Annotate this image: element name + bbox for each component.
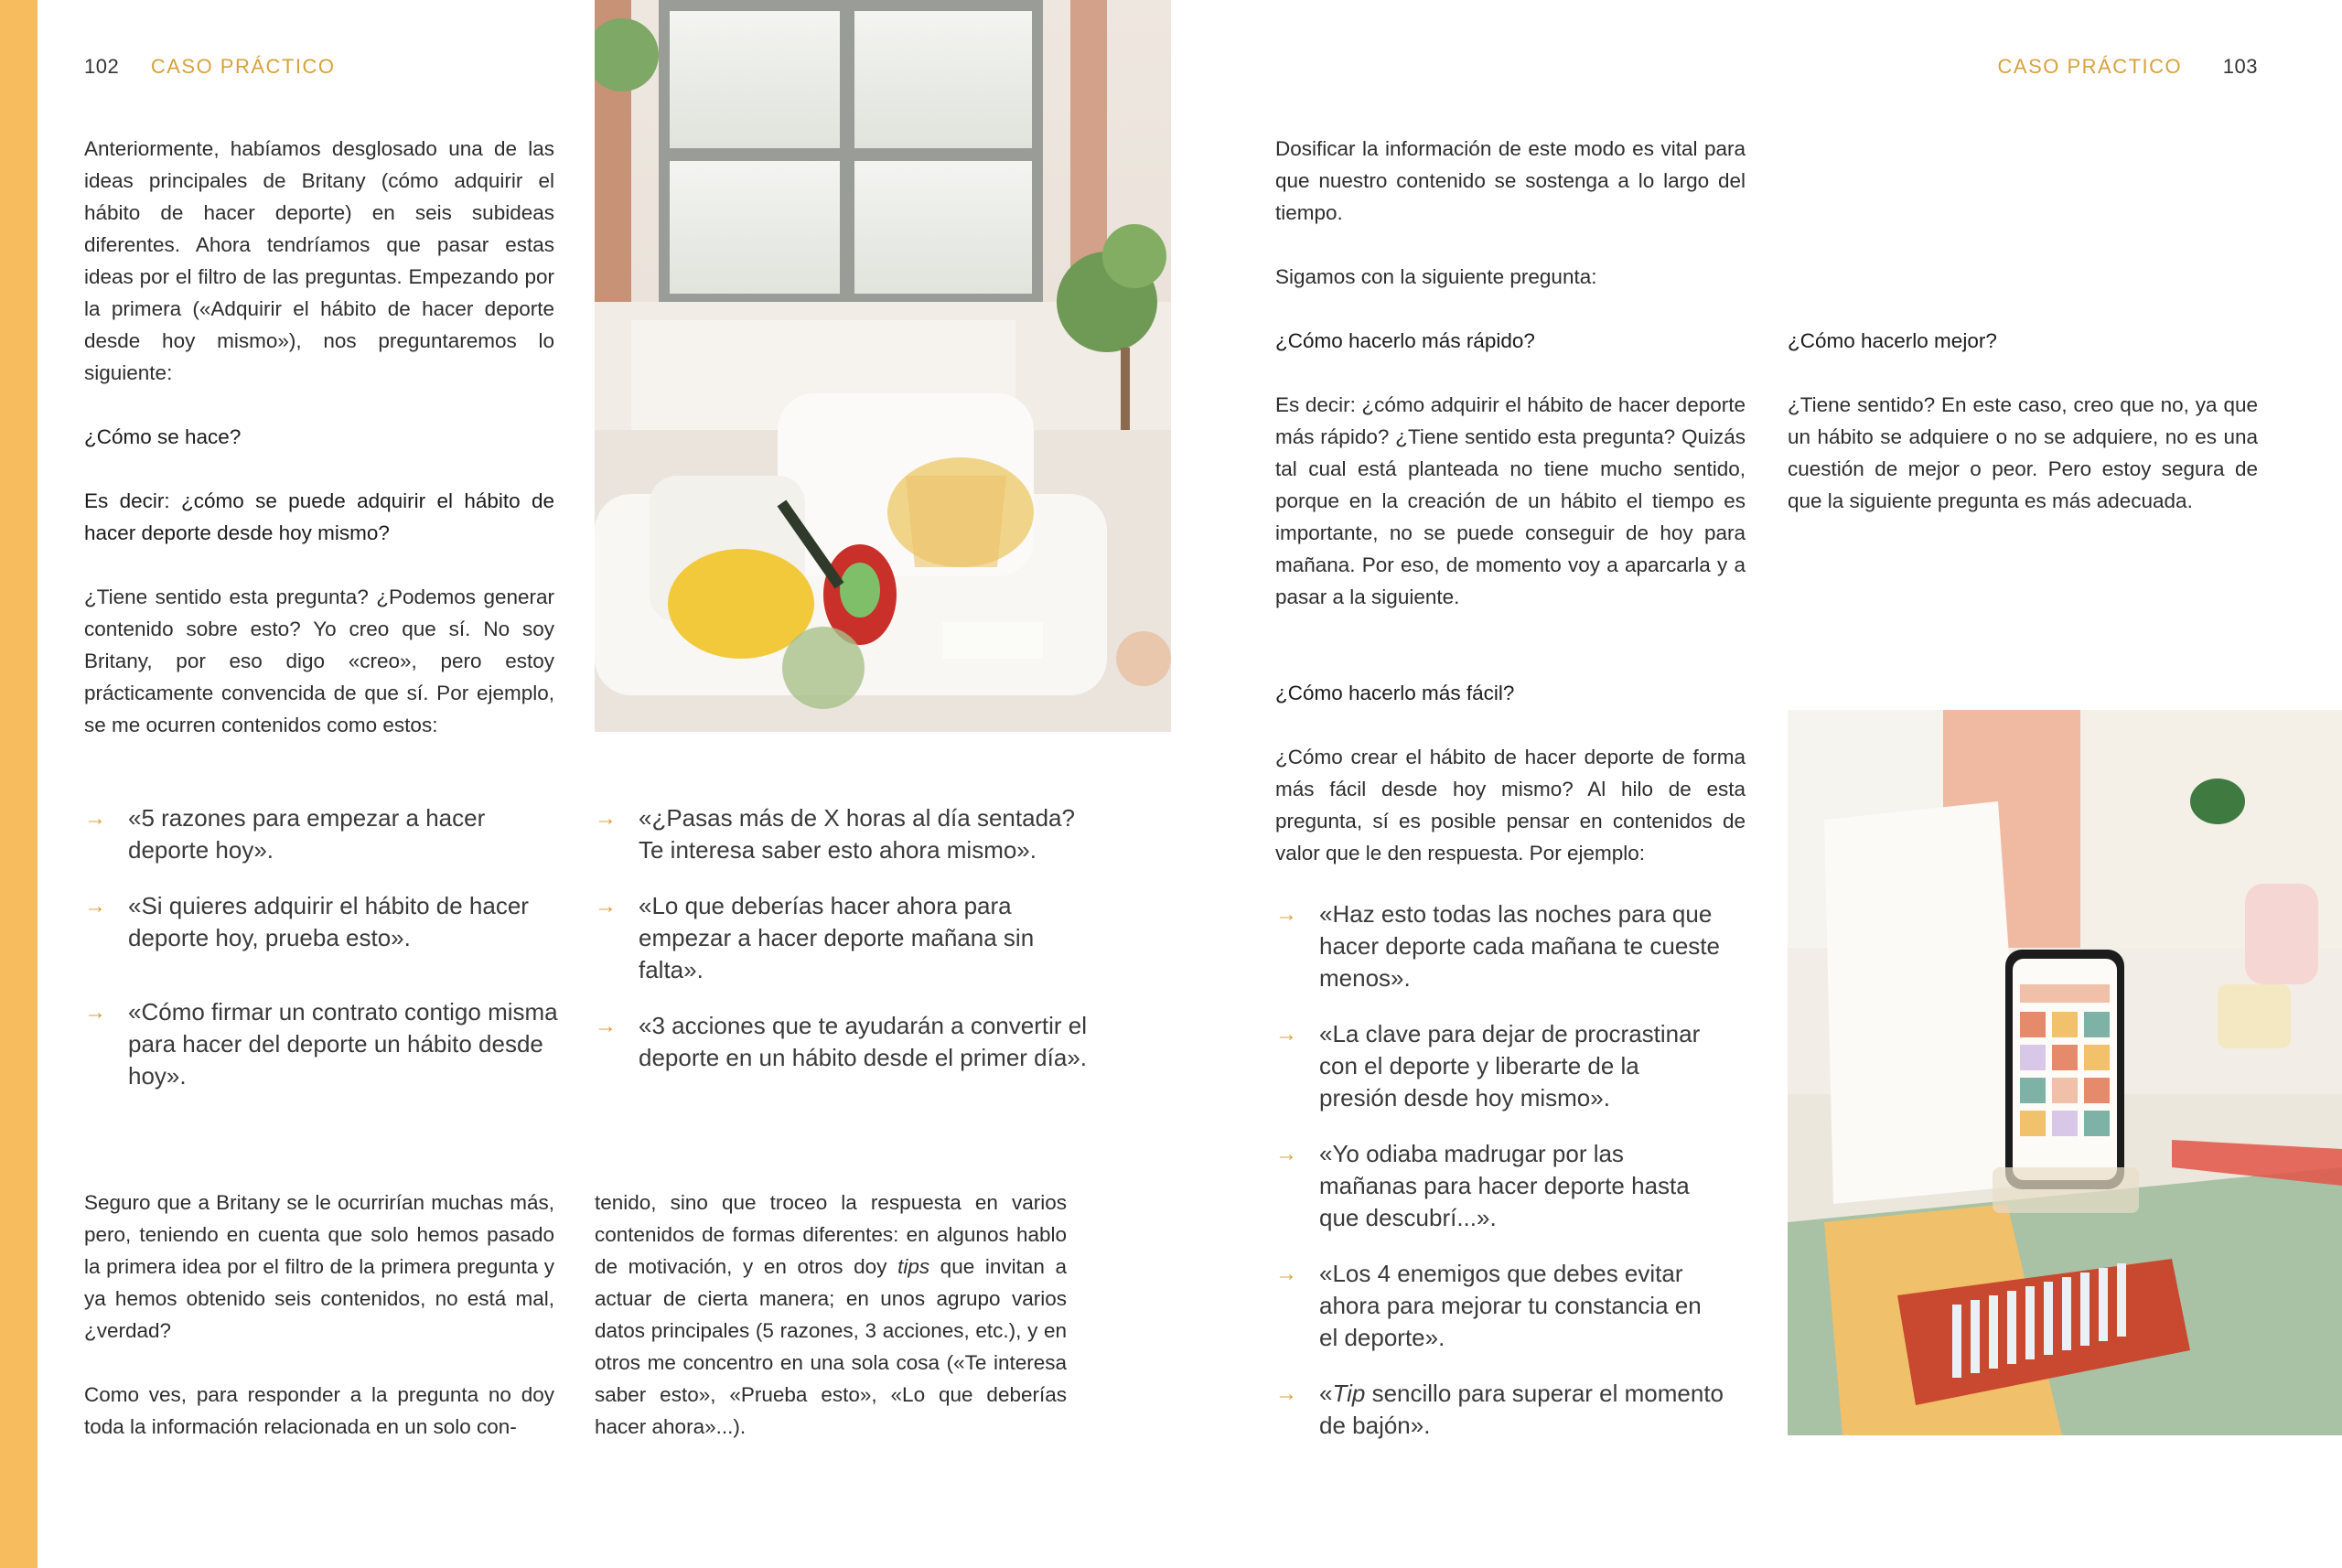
living-room-illustration (595, 0, 1171, 732)
arrow-right-icon: → (1275, 1381, 1297, 1406)
list-item-text: «Lo que deberías hacer ahora para empezar a hacer deporte mañana sin falta». (639, 892, 1035, 983)
left-column-text (84, 133, 554, 741)
book-spine-band (0, 0, 38, 1568)
question-easier-heading: ¿Cómo hacerlo más fácil? (1275, 682, 1515, 704)
right-page-header (1998, 53, 2258, 81)
arrow-right-icon: → (595, 1014, 617, 1038)
arrow-right-icon: → (84, 1000, 106, 1025)
closing-column-a (84, 1187, 554, 1443)
list-item (595, 1010, 1089, 1074)
list-item-text: «Haz esto todas las noches para que hacer deporte cada mañana te cueste menos». (1319, 900, 1720, 992)
arrow-right-icon: → (1275, 1142, 1297, 1166)
list-item-text: «La clave para dejar de procrastinar con el deporte y liberarte de la presión desde hoy mismo». (1319, 1020, 1701, 1112)
dosify-paragraph: Dosificar la información de este modo es vital para que nuestro contenido se sostenga a lo largo del tiempo. (1275, 137, 1746, 224)
left-page-number: 102 (84, 55, 120, 78)
question-how-heading: ¿Cómo se hace? (84, 425, 242, 448)
list-item (1275, 1258, 1724, 1354)
idea-list-b (595, 802, 1089, 1098)
list-item-text: «5 razones para empezar a hacer deporte hoy». (128, 804, 486, 864)
phone-desk-illustration (1788, 710, 2342, 1435)
question-better-heading: ¿Cómo hacerlo mejor? (1788, 329, 1997, 352)
arrow-right-icon: → (1275, 1262, 1297, 1286)
list-item (1275, 1018, 1724, 1114)
list-item-text: «Si quieres adquirir el hábito de hacer deporte hoy, prueba esto». (128, 892, 529, 951)
intro-paragraph: Anteriormente, habíamos desglosado una de las ideas principales de Britany (cómo adquirir el hábito de hacer deporte) en seis subideas diferentes. Ahora tendríamos que pasar estas ideas por el filtro de las preguntas. Empezando por la primera («Adquirir el hábito de hacer deporte desde hoy mismo»), nos preguntaremos lo siguiente: (84, 137, 554, 384)
closing-paragraph-3: tenido, sino que troceo la respuesta en varios contenidos de formas diferentes: en algunos hablo de motivación, y en otros doy tips que invitan a actuar de cierta manera; en unos agrupo varios datos principales (5 razones, 3 acciones, etc.), y en otros me concentro en una sola cosa («Te interesa saber esto», «Prueba esto», «Lo que deberías hacer ahora»...). (595, 1191, 1067, 1438)
phone-desk-photo (1788, 710, 2342, 1435)
list-item-text: «3 acciones que te ayudarán a convertir el deporte en un hábito desde el primer día». (639, 1012, 1088, 1071)
answer-paragraph: ¿Tiene sentido esta pregunta? ¿Podemos generar contenido sobre esto? Yo creo que sí. No soy Britany, por eso digo «creo», pero estoy prácticamente convencida de que sí. Por ejemplo, se me ocurren contenidos como estos: (84, 585, 554, 736)
right-section-title: CASO PRÁCTICO (1997, 55, 2183, 78)
list-item-text: «¿Pasas más de X horas al día sentada? Te interesa saber esto ahora mismo». (639, 804, 1075, 864)
list-item (1275, 898, 1724, 994)
closing-paragraph-2: Como ves, para responder a la pregunta no doy toda la información relacionada en un solo con- (84, 1383, 554, 1438)
idea-list-c (1275, 898, 1724, 1466)
list-item-text: «Tip sencillo para superar el momento de bajón». (1319, 1380, 1724, 1439)
left-section-title: CASO PRÁCTICO (150, 55, 336, 78)
arrow-right-icon: → (1275, 902, 1297, 927)
arrow-right-icon: → (595, 806, 617, 831)
list-item (84, 890, 560, 954)
list-item (84, 802, 560, 866)
list-item (595, 802, 1089, 866)
faster-answer: Es decir: ¿cómo adquirir el hábito de hacer deporte más rápido? ¿Tiene sentido esta pregunta? Quizás tal cual está planteada no tiene mucho sentido, porque en la creación de un hábito el tiempo es importante, no se puede conseguir de hoy para mañana. Por eso, de momento voy a aparcarla y a pasar a la siguiente. (1275, 393, 1746, 608)
tips-emphasis: tips (897, 1255, 930, 1278)
list-item (595, 890, 1089, 986)
idea-list-a (84, 802, 560, 1116)
list-item (1275, 1378, 1724, 1442)
arrow-right-icon: → (84, 894, 106, 918)
right-page-number: 103 (2222, 55, 2258, 78)
left-page-header (84, 53, 335, 81)
right-column-two (1788, 325, 2258, 517)
list-item-text: «Yo odiaba madrugar por las mañanas para hacer deporte hasta que descubrí...». (1319, 1140, 1690, 1231)
tip-emphasis: Tip (1332, 1380, 1366, 1407)
living-room-photo (595, 0, 1171, 732)
question-faster-heading: ¿Cómo hacerlo más rápido? (1275, 329, 1535, 352)
arrow-right-icon: → (595, 894, 617, 918)
closing-column-b (595, 1187, 1067, 1443)
arrow-right-icon: → (1275, 1022, 1297, 1047)
list-item (1275, 1138, 1724, 1234)
better-answer: ¿Tiene sentido? En este caso, creo que no, ya que un hábito se adquiere o no se adquiere, no es una cuestión de mejor o peor. Pero estoy segura de que la siguiente pregunta es más adecuada. (1788, 393, 2258, 512)
closing-paragraph-1: Seguro que a Britany se le ocurrirían muchas más, pero, teniendo en cuenta que solo hemos pasado la primera idea por el filtro de la primera pregunta y ya hemos obtenido seis contenidos, no está mal, ¿verdad? (84, 1191, 554, 1342)
next-question-intro: Sigamos con la siguiente pregunta: (1275, 265, 1597, 288)
right-column-text (1275, 133, 1746, 869)
arrow-right-icon: → (84, 806, 106, 831)
list-item (84, 996, 560, 1092)
list-item-text: «Los 4 enemigos que debes evitar ahora para mejorar tu constancia en el deporte». (1319, 1260, 1702, 1351)
easier-answer: ¿Cómo crear el hábito de hacer deporte de forma más fácil desde hoy mismo? Al hilo de esta pregunta, sí es posible pensar en contenidos de valor que le den respuesta. Por ejemplo: (1275, 746, 1746, 865)
question-how-detail: Es decir: ¿cómo se puede adquirir el hábito de hacer deporte desde hoy mismo? (84, 489, 554, 544)
list-item-text: «Cómo firmar un contrato contigo misma para hacer del deporte un hábito desde hoy». (128, 998, 558, 1090)
